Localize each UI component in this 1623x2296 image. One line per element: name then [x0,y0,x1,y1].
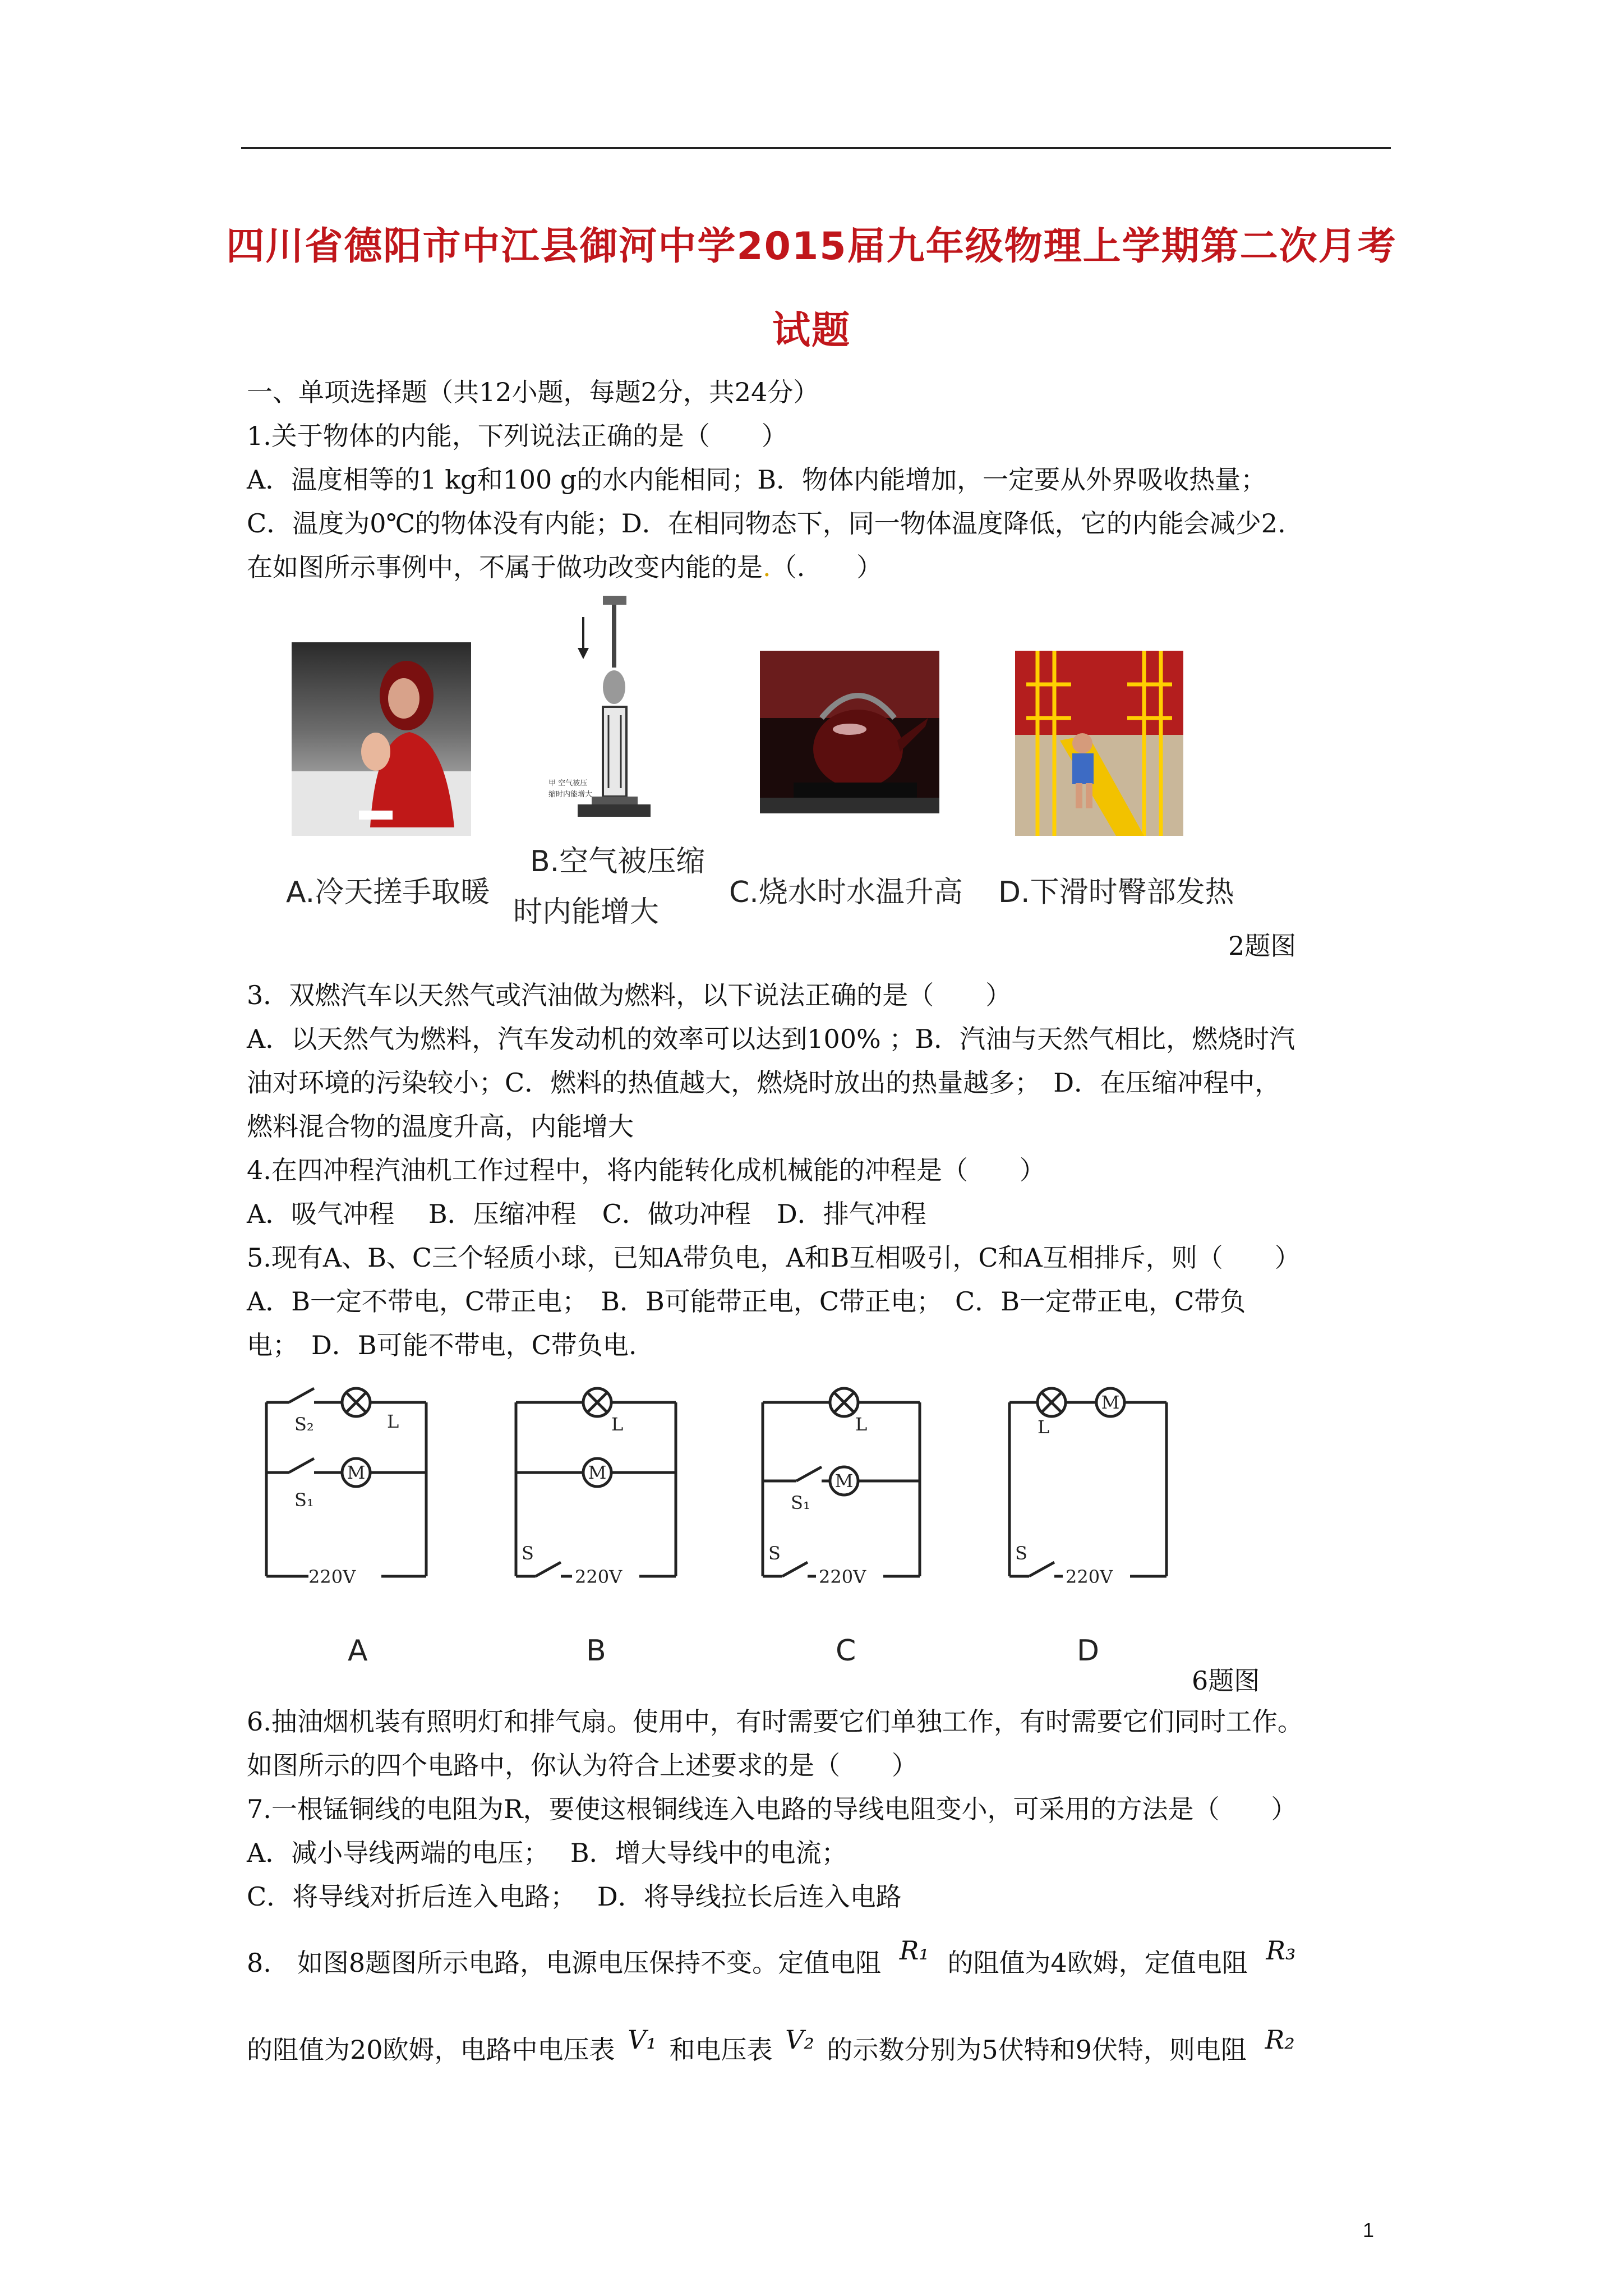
fig2-label: 2题图 [1228,931,1297,961]
switch-s-c: S [768,1543,781,1564]
q8-text-e: 的示数分别为5伏特和9伏特，则电阻 [827,2035,1247,2065]
q2-dot: . [763,552,771,582]
switch-s-d: S [1015,1543,1027,1564]
voltage-a: 220V [308,1566,356,1588]
q8-text-d: 和电压表 [669,2035,773,2065]
q7-options-cd: C．将导线对折后连入电路； D．将导线拉长后连入电路 [247,1881,902,1912]
section-heading: 一、单项选择题（共12小题，每题2分，共24分） [247,377,819,407]
svg-text:缩时内能增大: 缩时内能增大 [548,790,593,799]
voltage-b: 220V [575,1566,623,1588]
header-rule [241,147,1391,149]
lamp-label-b: L [611,1414,624,1435]
motor-label-a: M [347,1462,366,1483]
r1-symbol: R₁ [899,1935,929,1966]
q3-line3: 燃料混合物的温度升高，内能增大 [247,1111,634,1142]
question-8-line2 [247,2024,1295,2072]
switch-s-b: S [522,1543,534,1564]
v1-symbol: V₁ [628,2024,657,2055]
q8-text-c: 的阻值为20欧姆，电路中电压表 [247,2035,615,2065]
fig2-caption-a: A.冷天搓手取暖 [286,876,490,909]
fig6-label: 6题图 [1192,1665,1260,1696]
lamp-label-d: L [1038,1416,1050,1438]
photo-air-compression [538,595,667,836]
question-2 [247,545,882,589]
q7-options-ab: A．减小导线两端的电压； B．增大导线中的电流； [247,1838,847,1868]
svg-text:甲 空气被压: 甲 空气被压 [548,779,588,788]
switch-s2-a: S₂ [294,1414,314,1435]
r3-symbol: R₃ [1266,1935,1296,1966]
question-1: 1.关于物体的内能，下列说法正确的是（ ） [247,421,787,451]
q4-options: A．吸气冲程 B．压缩冲程 C．做功冲程 D．排气冲程 [247,1199,926,1229]
voltage-c: 220V [819,1566,866,1588]
photo-rubbing-hands [292,642,471,836]
page-title-line2: 试题 [772,309,851,353]
fig2-caption-c: C.烧水时水温升高 [729,876,963,909]
question-8-line1 [247,1935,1296,1985]
q8-text-b: 的阻值为4欧姆，定值电阻 [947,1948,1248,1978]
switch-s1-c: S₁ [791,1492,810,1513]
circuit-diagrams [252,1369,1206,1683]
q1-options-ab: A．温度相等的1 kg和100 g的水内能相同；B．物体内能增加，一定要从外界吸收热量； [247,464,1267,495]
circuit-letter-a: A [348,1634,368,1668]
circuit-letter-d: D [1077,1634,1100,1668]
photo-slide [1015,651,1183,836]
photo-boiling-kettle [760,651,939,813]
motor-label-c: M [834,1470,854,1492]
lamp-label-a: L [387,1411,399,1432]
page-title: 四川省德阳市中江县御河中学2015届九年级物理上学期第二次月考 [226,224,1397,269]
question-7: 7.一根锰铜线的电阻为R，要使这根铜线连入电路的导线电阻变小，可采用的方法是（ ） [247,1794,1297,1824]
question-3: 3．双燃汽车以天然气或汽油做为燃料，以下说法正确的是（ ） [247,980,1012,1010]
switch-s1-a: S₁ [294,1489,314,1511]
circuit-d [1009,1388,1166,1576]
page-number: 1 [1363,2219,1375,2242]
fig2-caption-b2: 时内能增大 [513,895,660,929]
question-5: 5.现有A、B、C三个轻质小球，已知A带负电，A和B互相吸引，C和A互相排斥，则（ ） [247,1243,1301,1273]
voltage-d: 220V [1066,1566,1113,1588]
q8-text-a: 8. 如图8题图所示电路，电源电压保持不变。定值电阻 [247,1948,882,1978]
fig2-caption-d: D.下滑时臀部发热 [998,876,1234,909]
q2-text: 在如图所示事例中，不属于做功改变内能的是 [247,552,763,582]
circuit-letter-c: C [836,1634,856,1668]
question-6-line1: 6.抽油烟机装有照明灯和排气扇。使用中，有时需要它们单独工作，有时需要它们同时工作。 [247,1706,1303,1737]
v2-symbol: V₂ [785,2024,814,2055]
q1-options-cd: C．温度为0℃的物体没有内能；D．在相同物态下，同一物体温度降低，它的内能会减少2. [247,508,1286,539]
lamp-label-c: L [855,1414,868,1435]
fig2-caption-b1: B.空气被压缩 [530,845,706,878]
motor-label-d: M [1101,1392,1120,1413]
q2-paren: （. ） [771,552,883,582]
question-6-line2: 如图所示的四个电路中，你认为符合上述要求的是（ ） [247,1750,917,1780]
q5-line2: 电； D．B可能不带电，C带负电. [247,1330,637,1360]
q3-line2: 油对环境的污染较小；C．燃料的热值越大，燃烧时放出的热量越多； D．在压缩冲程中， [247,1068,1281,1098]
circuit-letter-b: B [586,1634,606,1668]
motor-label-b: M [588,1462,607,1483]
q5-line1: A．B一定不带电，C带正电； B．B可能带正电，C带正电； C．B一定带正电，C带负 [247,1286,1246,1317]
q3-line1: A．以天然气为燃料，汽车发动机的效率可以达到100% ；B．汽油与天然气相比，燃烧时汽 [247,1024,1295,1054]
r2-symbol: R₂ [1265,2024,1295,2055]
circuit-a [266,1388,426,1576]
question-4: 4.在四冲程汽油机工作过程中，将内能转化成机械能的冲程是（ ） [247,1155,1045,1185]
